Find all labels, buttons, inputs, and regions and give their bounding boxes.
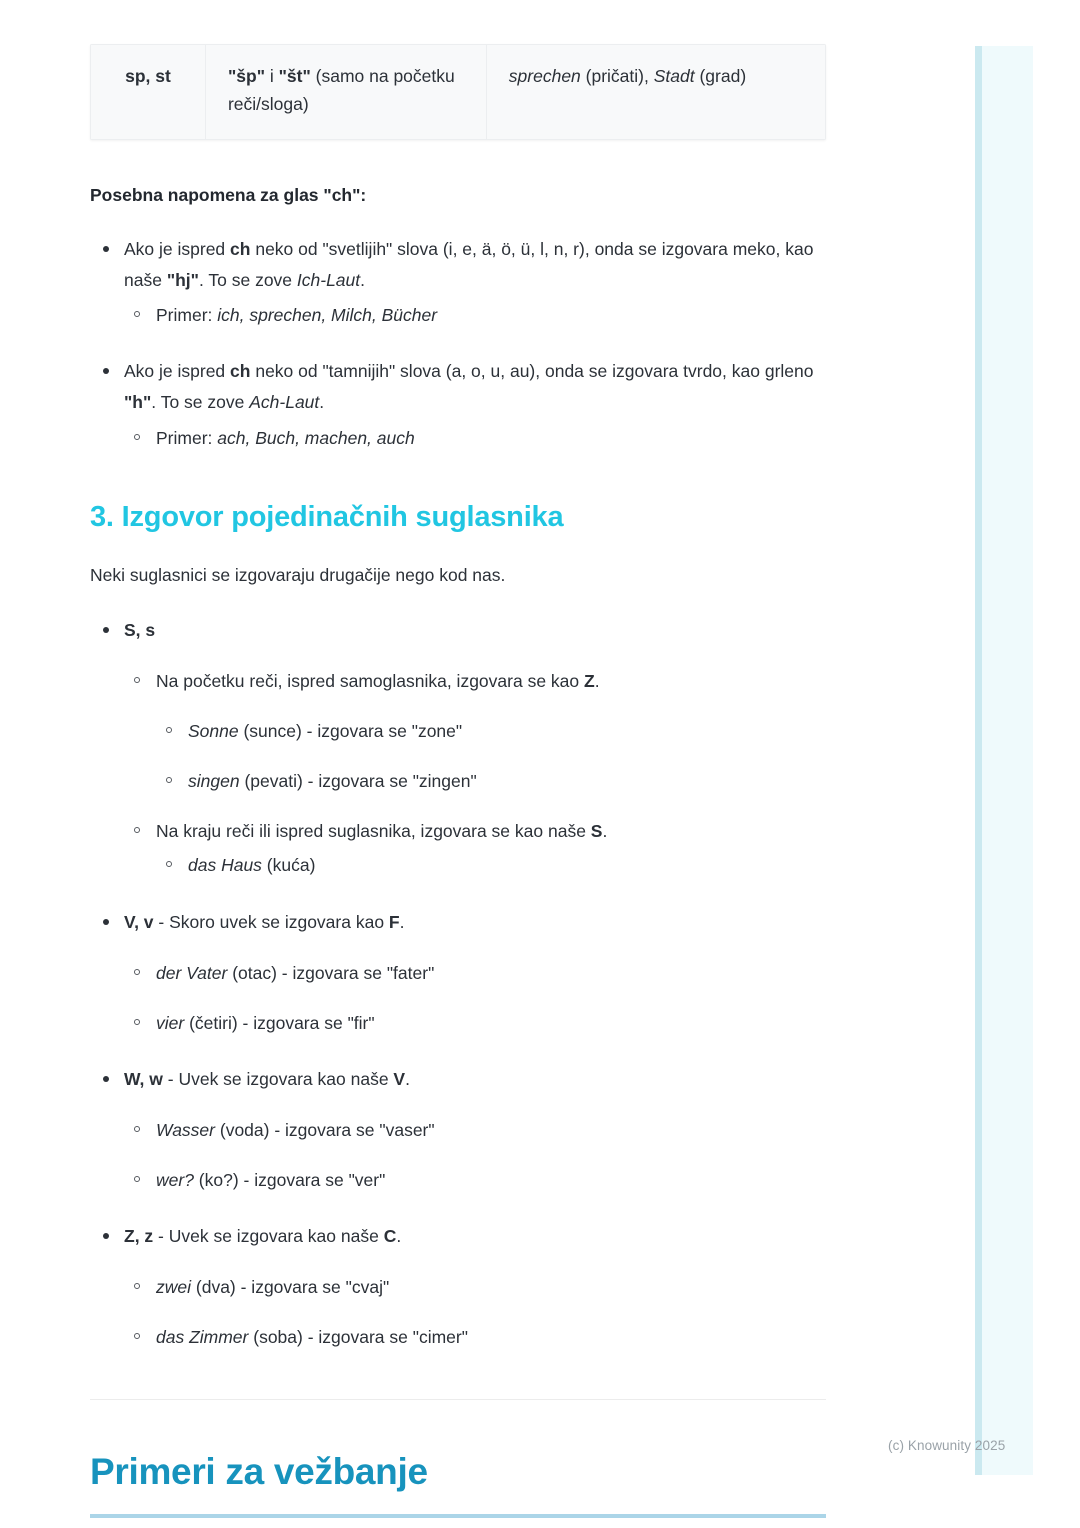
example-rest: (kuća) [261,855,316,876]
consonant-v-rest-a: - Skoro uvek se izgovara kao [153,911,389,932]
example [156,1277,389,1297]
document-content-column [90,0,830,1518]
example [156,1170,385,1190]
ch-example-1 [156,428,415,448]
example-word-2: Stadt [653,66,695,86]
bullet-circle-icon [166,777,172,783]
consonant-z-bold: C [383,1226,397,1247]
list-item [90,907,830,1038]
list-item [156,766,830,796]
list-item [90,1221,830,1352]
s-rule-0-a: Na početku reči, ispred samoglasnika, izgovara se kao [156,671,584,692]
pronunciation-rest: (samo na početku reči/sloga) [227,66,455,115]
example-word: vier [156,1012,185,1033]
right-decorative-panel [975,46,1033,1475]
example-rest: (ko?) - izgovara se "ver" [193,1170,386,1191]
consonant-z-rest-a: - Uvek se izgovara kao naše [153,1226,384,1247]
s-rule-1-examples [156,850,830,880]
example-rest: (pevati) - izgovara se "zingen" [239,771,477,792]
example [188,771,477,791]
example-word: zwei [156,1277,192,1298]
example-word: Sonne [188,721,239,742]
list-item [90,1064,830,1195]
consonant-z-examples [124,1272,830,1352]
ch-rule-1-italic: Ach-Laut [249,392,320,413]
bullet-disc-icon [103,246,109,252]
s-rule-0-examples [156,716,830,796]
bullet-circle-icon [166,727,172,733]
bullet-circle-icon [134,827,140,833]
list-item [124,1272,830,1302]
bullet-circle-icon [166,861,172,867]
consonant-letters: W, w [124,1068,163,1089]
table-cell-examples [486,45,825,140]
section-divider [90,1399,826,1400]
ch-note-list [90,234,830,453]
list-item [124,1008,830,1038]
ch-example-0-words: ich, sprechen, Milch, Bücher [217,305,438,326]
list-item [124,300,830,330]
ch-rule-0-b: neko od "svetlijih" slova (i, e, ä, ö, ü, l, n, r), onda se izgovara meko, kao naše [124,238,814,291]
consonant-list [90,615,830,1353]
list-item [124,666,830,796]
ch-rule-0-a: Ako je ispred [124,238,231,259]
list-item [124,1115,830,1145]
table-cell-pronunciation [205,45,486,140]
example [188,855,315,875]
example-gloss-1: (pričati), [580,66,654,86]
consonant-label-v [124,912,405,932]
ch-rule-1-bold-b: "h" [124,392,152,413]
ch-rule-1-c: . To se zove [151,392,250,413]
consonant-label-w [124,1069,410,1089]
list-item [124,958,830,988]
ch-note-title: Posebna napomena za glas "ch": [90,184,367,205]
example [188,721,462,741]
consonant-s-rule-1 [156,821,607,841]
bullet-disc-icon [103,1233,109,1239]
consonant-letters: Z, z [124,1226,154,1247]
bullet-circle-icon [134,1126,140,1132]
bullet-circle-icon [134,1176,140,1182]
bullet-disc-icon [103,627,109,633]
list-item [124,816,830,880]
consonant-w-rest-a: - Uvek se izgovara kao naše [162,1068,394,1089]
example-rest: (otac) - izgovara se "fater" [227,962,435,983]
ch-rule-0-c: . To se zove [198,270,297,291]
bullet-disc-icon [103,919,109,925]
bullet-disc-icon [103,368,109,374]
example-rest: (soba) - izgovara se "cimer" [248,1327,468,1348]
consonant-label-s [124,620,155,640]
example-rest: (dva) - izgovara se "cvaj" [191,1277,390,1298]
s-rule-0-b: . [594,671,600,692]
ch-rule-1-a: Ako je ispred [124,361,231,382]
ch-rule-1-b: neko od "tamnijih" slova (a, o, u, au), onda se izgovara tvrdo, kao grleno [250,361,814,382]
list-item [124,1165,830,1195]
ch-rule-text [124,361,814,412]
consonant-letters: S, s [124,619,156,640]
consonant-label-z [124,1226,401,1246]
consonant-v-examples [124,958,830,1038]
example-word: das Haus [188,855,262,876]
ch-rule-text [124,239,813,290]
example [156,1327,468,1347]
consonant-z-rest-b: . [396,1226,402,1247]
ch-rule-1-bold-a: ch [230,361,251,382]
section-heading-3: 3. Izgovor pojedinačnih suglasnika [90,500,564,533]
ch-rule-0-italic: Ich-Laut [296,270,361,291]
s-rule-1-bold: S [590,821,603,842]
example-word: der Vater [156,962,228,983]
consonant-letters: V, v [124,911,154,932]
bullet-circle-icon [134,969,140,975]
example-rest: (sunce) - izgovara se "zone" [238,721,463,742]
table-body [91,45,826,140]
ch-example-0 [156,305,437,325]
example-word: Wasser [156,1120,215,1141]
consonant-w-examples [124,1115,830,1195]
ch-rule-0-d: . [360,270,366,291]
example [156,1013,375,1033]
title-underline [90,1514,826,1518]
consonant-w-bold: V [393,1068,406,1089]
example [156,963,434,983]
pronunciation-bold-2: "št" [278,66,311,86]
s-rule-1-b: . [602,821,608,842]
watermark: (c) Knowunity 2025 [888,1438,1006,1453]
consonant-s-rules [124,666,830,880]
consonant-v-rest-b: . [399,911,405,932]
page-title: Primeri za vežbanje [90,1450,428,1492]
bullet-circle-icon [134,311,140,317]
pronunciation-conj: i [265,66,279,86]
ch-example-0-label: Primer: [156,305,218,326]
table-row [91,45,826,140]
s-rule-0-bold: Z [584,671,595,692]
list-item [90,615,830,881]
list-item [124,423,830,453]
example-rest: (četiri) - izgovara se "fir" [184,1012,375,1033]
ch-rule-0-bold-b: "hj" [166,270,199,291]
list-item [156,716,830,746]
bullet-circle-icon [134,434,140,440]
example-rest: (voda) - izgovara se "vaser" [215,1120,435,1141]
example [156,1120,435,1140]
example-word: wer? [156,1170,194,1191]
ch-rule-0-bold-a: ch [230,238,251,259]
bullet-circle-icon [134,1019,140,1025]
bullet-circle-icon [134,677,140,683]
consonant-v-bold: F [388,911,400,932]
list-item [90,234,830,330]
section-3-intro: Neki suglasnici se izgovaraju drugačije nego kod nas. [90,564,506,585]
pronunciation-table [90,44,826,140]
consonant-w-rest-b: . [405,1068,410,1089]
ch-rule-1-d: . [319,392,325,413]
ch-example-1-label: Primer: [156,427,218,448]
example-gloss-2: (grad) [694,66,747,86]
ch-rule-0-examples [124,300,830,330]
right-panel-stripe [975,46,982,1475]
bullet-circle-icon [134,1283,140,1289]
bullet-disc-icon [103,1076,109,1082]
list-item [156,850,830,880]
example-word-1: sprechen [508,66,581,86]
table-cell-letters: sp, st [91,45,206,140]
pronunciation-bold-1: "šp" [227,66,265,86]
s-rule-1-a: Na kraju reči ili ispred suglasnika, izgovara se kao naše [156,821,591,842]
ch-rule-1-examples [124,423,830,453]
example-word: das Zimmer [156,1327,249,1348]
consonant-s-rule-0 [156,671,600,691]
list-item [124,1322,830,1352]
example-word: singen [188,771,240,792]
ch-example-1-words: ach, Buch, machen, auch [217,427,415,448]
list-item [90,356,830,452]
bullet-circle-icon [134,1333,140,1339]
